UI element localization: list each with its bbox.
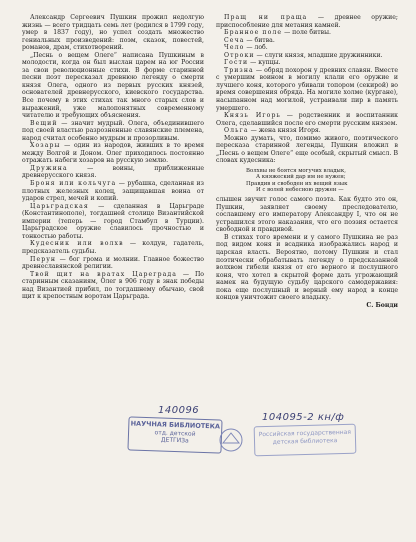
glossary-entry	[22, 142, 204, 165]
poem-line: Волхвы не боятся могучих владык,	[246, 167, 346, 174]
glossary-definition: — битва.	[246, 36, 275, 44]
glossary-term: Вещий	[30, 119, 58, 127]
glossary-entry	[216, 14, 398, 29]
glossary-term: Хозары	[30, 142, 61, 150]
glossary-entry	[22, 120, 204, 143]
glossary-term: Дружина	[30, 164, 68, 172]
glossary-entry	[22, 203, 204, 241]
stamp-right-line2: детская библиотека	[272, 436, 338, 446]
author-signature: С. Бонди	[366, 301, 398, 309]
poem-line: Правдив и свободен их вещий язык	[246, 180, 348, 187]
glossary-term: Отроки	[224, 51, 255, 59]
commentary-paragraph-2: слышен звучит голос самого поэта. Как будто это он, Пушкин, заявляет своему преследователю, сославшему его императору Александру I, что он не устрашился этого наказания, что его поэзия остается свободной и правдивой.	[216, 196, 398, 234]
stamp-left-line2: отд. детской	[154, 428, 196, 438]
intro-paragraph-1: Александр Сергеевич Пушкин прожил недолгую жизнь — всего тридцать семь лет (родился в 1799 году, умер в 1837 году), но успел создать множество гениальных произведений: поэм, сказок, повестей, романов, драм, стихотворений.	[22, 14, 204, 52]
glossary-entry	[216, 67, 398, 112]
glossary-definition: — древнее оружие; приспособление для метания камней.	[216, 14, 398, 29]
left-column	[22, 14, 204, 301]
glossary-term: Чело	[224, 44, 245, 52]
glossary-definition: — родственник и воспитанник Олега, сделавшийся после его смерти русским князем.	[216, 112, 398, 127]
glossary-entry	[22, 180, 204, 203]
glossary-definition: — слуги князя, младшие дружинники.	[256, 51, 383, 59]
stamp-left-line3: ДЕТГИЗа	[160, 436, 189, 445]
handwritten-inventory-number-right: 104095-2 кн/ф	[262, 412, 345, 423]
left-glossary	[22, 120, 204, 301]
glossary-entry	[216, 52, 398, 60]
glossary-definition: — воины, приближенные древнерусского князя.	[22, 164, 204, 180]
glossary-definition: — лоб.	[246, 44, 268, 52]
poem-line: А княжеский дар им не нужен;	[256, 174, 346, 181]
glossary-entry	[22, 256, 204, 271]
right-glossary	[216, 14, 398, 135]
glossary-term: Сеча	[224, 36, 245, 44]
glossary-term: Князь Игорь	[224, 112, 281, 120]
glossary-definition: — жена князя Игоря.	[250, 127, 321, 135]
glossary-entry	[216, 44, 398, 52]
glossary-definition: — купцы.	[250, 59, 281, 67]
glossary-entry	[22, 271, 204, 301]
glossary-definition: — По старинным сказаниям, Олег в 906 году в знак победы над Византией прибил, по тогдашнему обычаю, свой щит к крепостным воротам Царьграда.	[22, 270, 204, 301]
glossary-entry	[22, 165, 204, 180]
poem-quote	[216, 168, 398, 193]
poem-line: И с волей небесною дружен —	[256, 186, 344, 193]
library-emblem-icon	[206, 413, 256, 463]
right-column	[216, 14, 398, 309]
glossary-entry	[22, 240, 204, 255]
glossary-term: Пращ ни праща	[224, 14, 308, 21]
commentary-paragraph-3: В стихах того времени и у самого Пушкина не раз под видом коня и всадника изображались народ и царская власть. Вероятно, потому Пушкин и стал поэтически обрабатывать легенду о предсказанной волхвом гибели князя от его верного и послушного коня, что хотел в скрытой форме дать угрожающий намек на будущую судьбу царского самодержавия: пока еще послушный и верный ему народ в конце концов уничтожит своего владыку.	[216, 233, 398, 302]
stamp-right-line1: Российская государственная	[258, 428, 352, 439]
glossary-definition: — рубашка, сделанная из плотных железных колец, защищавшая воина от ударов стрел, мечей и копий.	[22, 180, 205, 203]
handwritten-inventory-number-left: 140096	[158, 405, 200, 416]
intro-paragraph-2: „Песнь о вещем Олеге“ написана Пушкиным в молодости, когда он был выслан царем на юг России за свои революционные стихи. В форме старинной песни поэт пересказал древнюю легенду о смерти князя Олега, одного из первых русских князей, основателей древнерусского, киевского государства. Все почему в этих стихах так много старых слов и выражений, уже малопонятных современному читателю и требующих объяснения.	[22, 51, 204, 120]
glossary-definition: — сделанная в Царьграде (Константинополе), тогдашней столице Византийской империи (теперь — город Стамбул в Турции). Царьградское оружие славилось прочностью и тонкостью работы.	[22, 202, 205, 240]
glossary-entry	[216, 29, 398, 37]
glossary-definition: — колдун, гадатель, предсказатель судьбы.	[22, 240, 204, 255]
glossary-term: Ольга	[224, 127, 249, 135]
glossary-entry	[216, 112, 398, 127]
glossary-entry	[216, 37, 398, 45]
library-stamp-right	[254, 424, 357, 457]
glossary-definition: — значит мудрый. Олега, объединившего под своей властью разрозненные славянские племена, народ считал особенно мудрым и прозорливым.	[22, 119, 204, 142]
glossary-term: Гости	[224, 59, 249, 67]
glossary-term: Кудесник или волхв	[30, 240, 124, 248]
glossary-definition: — один из народов, живших в то время между Волгой и Доном. Олег приходилось постоянно отражать набеги хозаров на русскую землю.	[22, 142, 204, 165]
glossary-term: Бранное поле	[224, 29, 283, 37]
glossary-term: Царьградская	[30, 202, 89, 210]
commentary-paragraph-1: Можно думать, что, помимо живого, поэтического пересказа старинной легенды, Пушкин вложил в „Песнь о вещем Олеге“ еще особый, скрытый смысл. В словах кудесника:	[216, 134, 398, 165]
glossary-entry	[216, 59, 398, 67]
glossary-term: Броня или кольчуга	[30, 180, 117, 188]
glossary-term: Твой щит на вратах Цареграда	[30, 270, 178, 278]
stamp-left-line1: НАУЧНАЯ БИБЛИОТЕКА	[130, 419, 221, 431]
glossary-term: Тризна	[224, 66, 254, 74]
glossary-definition: — поле битвы.	[284, 29, 331, 37]
glossary-term: Перун	[30, 255, 57, 263]
glossary-definition: — бог грома и молнии. Главное божество древнеславянской религии.	[22, 255, 204, 271]
glossary-entry	[216, 127, 398, 135]
glossary-definition: — обряд похорон у древних славян. Вместе с умершим воином в могилу клали его оружие и лучшего коня, которого убивали топором (секирой) во время совершения обряда. На могиле холме (кургане), насыпанном над могилой, устраивали пир в память умершего.	[216, 66, 398, 112]
